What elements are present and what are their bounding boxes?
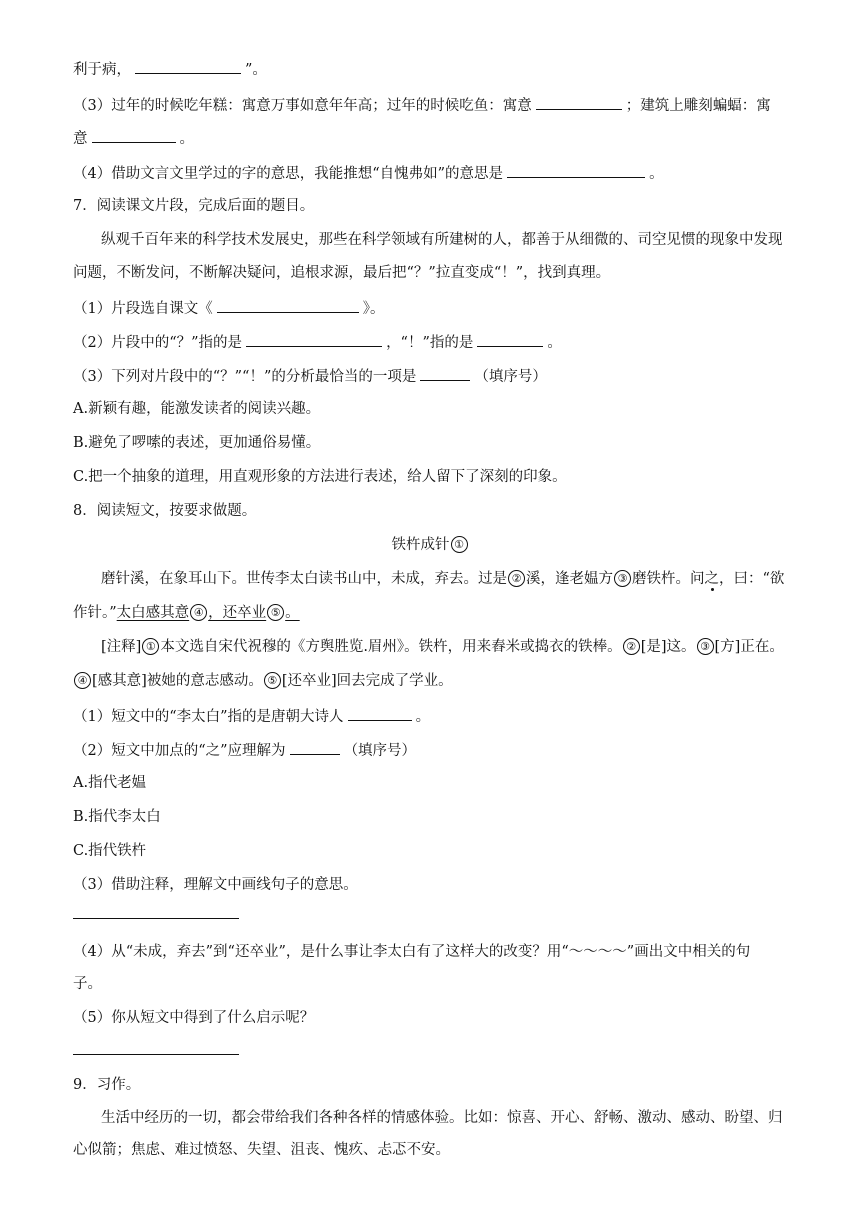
text: 磨铁杵。问 [632,571,705,587]
answer-blank[interactable] [290,739,340,755]
line-q6-2-end [73,58,812,80]
text: 意 [73,131,88,147]
q7-option-c[interactable]: C.把一个抽象的道理，用直观形象的方法进行表述，给人留下了深刻的印象。 [73,469,567,485]
text: [是]这。 [640,639,696,655]
text: ；建筑上雕刻蝙蝠：寓 [625,98,771,114]
q8-option-b[interactable]: B.指代李太白 [73,809,161,825]
q8-5: （5）你从短文中得到了什么启示呢？ [73,1010,315,1026]
q7-1 [73,297,812,319]
line-q6-3-cont [73,127,812,149]
text: 作针。” [73,605,117,621]
text: [注释] [101,639,142,655]
q8-4: （4）从“未成，弃去”到“还卒业”，是什么事让李太白有了这样大的改变？用“～～～～”画出文中相关的句 [73,944,751,960]
text: 磨针溪，在象耳山下。世传李太白读书山中，未成，弃去。过是 [101,571,507,587]
q7-2 [73,331,812,353]
line-q6-4 [73,162,812,184]
passage-8-line-1 [101,569,812,589]
passage-8-line-2 [73,603,812,623]
q8-2 [73,739,812,761]
text: 》。 [362,301,385,317]
q8-option-c[interactable]: C.指代铁杵 [73,843,147,859]
note-marker-5: ⑤ [267,604,284,621]
text: [方]正在。 [714,639,784,655]
q8-option-a[interactable]: A.指代老媪 [73,775,147,791]
text: 。 [415,709,431,725]
q8-3: （3）借助注释，理解文中画线句子的意思。 [73,877,358,893]
answer-blank[interactable] [135,58,241,74]
line-q6-3 [73,94,812,116]
note-marker-4: ④ [190,604,207,621]
text: 。 [547,335,562,351]
q8-4-cont: 子。 [73,976,102,992]
text: （2）短文中加点的“之”应理解为 [73,743,286,759]
text: 溪，逢老媪方 [526,571,613,587]
note-marker-2: ② [508,570,525,587]
text: 。 [285,605,300,621]
text: （填序号） [474,369,547,385]
q8-1 [73,705,812,727]
note-marker-1: ① [451,536,468,553]
text: ”。 [245,62,267,78]
text: ，还卒业 [208,605,267,621]
q7-3 [73,365,812,387]
q7-option-a[interactable]: A.新颖有趣，能激发读者的阅读兴趣。 [73,401,321,417]
answer-line[interactable] [73,1054,239,1055]
answer-blank[interactable] [477,331,543,347]
text: 利于病， [73,62,131,78]
question-8-heading: 8．阅读短文，按要求做题。 [73,503,257,519]
text: （1）片段选自课文《 [73,301,213,317]
note-marker-5: ⑤ [264,672,281,689]
question-9-heading: 9．习作。 [73,1077,141,1093]
text: （3）下列对片段中的“？”“！”的分析最恰当的一项是 [73,369,417,385]
passage-title [0,535,860,555]
q7-option-b[interactable]: B.避免了啰嗦的表述，更加通俗易懂。 [73,435,321,451]
passage-7-line-1: 纵观千百年来的科学技术发展史，那些在科学领域有所建树的人，都善于从细微的、司空见惯的现象中发现 [101,232,783,248]
answer-blank[interactable] [348,705,412,721]
note-marker-3: ③ [614,570,631,587]
text: 太白感其意 [116,605,190,621]
text: ，“！”指的是 [386,335,474,351]
text: 。 [649,166,664,182]
text: ，曰：“欲 [719,571,785,587]
text: （填序号） [343,743,417,759]
text: （3）过年的时候吃年糕：寓意万事如意年年高；过年的时候吃鱼：寓意 [73,98,532,114]
text: （2）片段中的“？”指的是 [73,335,243,351]
answer-blank[interactable] [246,331,382,347]
underlined-sentence [117,605,300,621]
note-marker-3: ③ [697,638,714,655]
note-marker-1: ① [142,638,159,655]
notes-line-2 [73,671,812,691]
answer-blank[interactable] [536,94,622,110]
answer-line[interactable] [73,918,239,919]
passage-9-line-2: 心似箭；焦虑、难过愤怒、失望、沮丧、愧疚、忐忑不安。 [73,1142,450,1158]
passage-9-line-1: 生活中经历的一切，都会带给我们各种各样的情感体验。比如：惊喜、开心、舒畅、激动、感动、盼望、归 [101,1110,783,1126]
text: 。 [179,131,194,147]
answer-blank[interactable] [92,127,176,143]
text: [还卒业]回去完成了学业。 [281,673,453,689]
answer-blank[interactable] [420,365,470,381]
notes-line-1 [101,637,812,657]
question-7-heading: 7．阅读课文片段，完成后面的题目。 [73,198,315,214]
answer-blank[interactable] [507,162,645,178]
text: （4）借助文言文里学过的字的意思，我能推想“自愧弗如”的意思是 [73,166,504,182]
passage-7-line-2: 问题，不断发问，不断解决疑问，追根求源，最后把“？”拉直变成“！”，找到真理。 [73,265,611,281]
note-marker-2: ② [623,638,640,655]
text: [感其意]被她的意志感动。 [92,673,263,689]
answer-blank[interactable] [217,297,359,313]
text: （1）短文中的“李太白”指的是唐朝大诗人 [73,709,344,725]
text: 本文选自宋代祝穆的《方舆胜览.眉州》。铁杵，用来舂米或捣衣的铁棒。 [160,639,622,655]
dotted-zhi: 之 [704,571,719,587]
note-marker-4: ④ [74,672,91,689]
title-text: 铁杵成针 [391,537,450,553]
